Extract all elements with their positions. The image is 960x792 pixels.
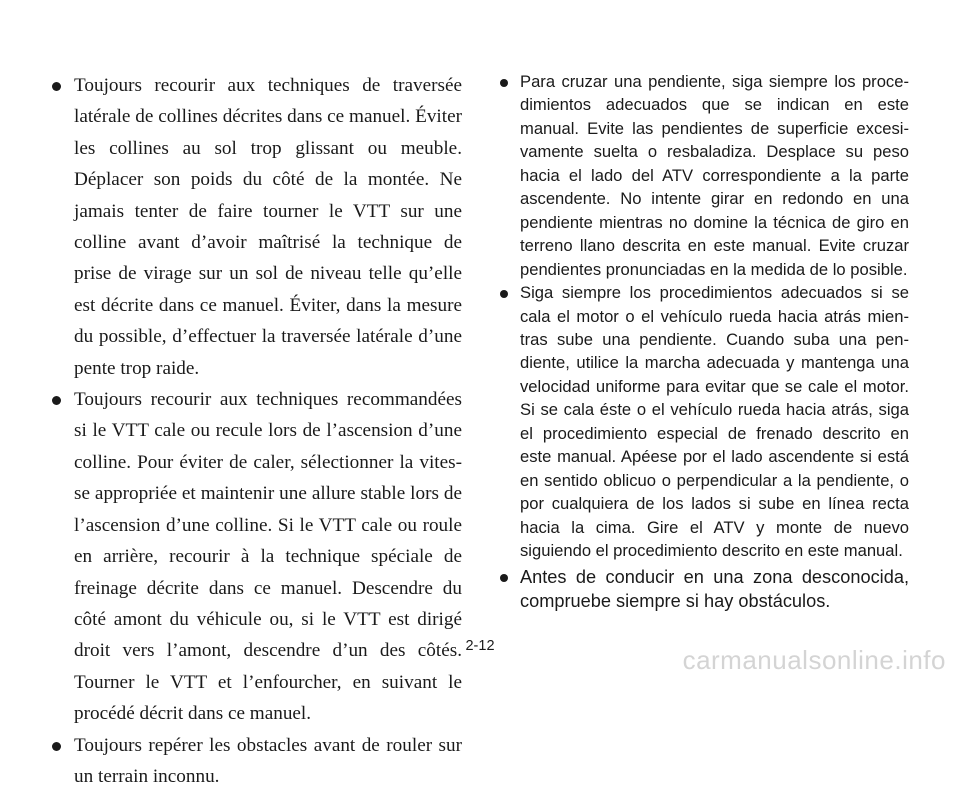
bullet-icon — [52, 70, 66, 101]
french-warning-text: Toujours repérer les obstacles avant de rouler sur un terrain inconnu. — [74, 734, 462, 787]
french-warning-text: Toujours recourir aux techniques recommandées si le VTT cale ou recule lors de l’ascension d’une colline. Pour éviter de caler, sélectionner la vitesse appropriée et maintenir une allure stable lors de l’ascension d’une colline. Si le VTT cale ou roule en arrière, recourir à la technique spéciale de freinage décrite dans ce manuel. Descendre du côté amont du véhicule ou, si le VTT est dirigé droit vers l’amont, descendre d’un des côtés. Tourner le VTT et l’enfourcher, en suivant le procédé décrit dans ce manuel. — [74, 389, 462, 725]
french-warning-item — [52, 70, 462, 384]
french-warning-text: Toujours recourir aux techniques de traversée latérale de collines décrites dans ce manuel. Éviter les collines au sol trop glissant ou meuble. Déplacer son poids du côté de la montée. Ne jamais tenter de faire tourner le VTT sur une colline avant d’avoir maîtrisé la technique de prise de virage sur un sol de niveau telle qu’elle est décrite dans ce manuel. Éviter, dans la mesure du possible, d’effectuer la traversée latérale d’une pente trop raide. — [74, 75, 462, 379]
spanish-column — [500, 70, 909, 614]
spanish-warning-text: Para cruzar una pendiente, siga siempre los procedimientos adecuados que se indican en este manual. Evite las pendientes de superficie excesivamente suelta o resbaladiza. Desplace su peso hacia el lado del ATV correspondiente a la parte ascendente. No intente girar en redondo en una pendiente mientras no domine la técnica de giro en terreno llano descrita en este manual. Evite cruzar pendientes pronunciadas en la medida de lo posible. — [520, 72, 909, 279]
watermark: carmanualsonline.info — [682, 645, 946, 675]
spanish-warning-text: Antes de conducir en una zona desconocida, compruebe siempre si hay obstáculos. — [520, 566, 909, 612]
bullet-icon — [52, 730, 66, 761]
french-warning-item — [52, 730, 462, 792]
bullet-icon — [500, 281, 514, 304]
spanish-warning-item — [500, 70, 909, 281]
spanish-warning-text: Siga siempre los procedimientos adecuados si se cala el motor o el vehículo rueda hacia atrás mientras sube una pendiente. Cuando suba una pendiente, utilice la marcha adecuada y mantenga una velocidad uniforme para evitar que se cale el motor. Si se cala éste o el vehículo rueda hacia atrás, siga el procedimiento especial de frenado descrito en este manual. Apéese por el lado ascendente si está en sentido oblicuo o perpendicular a la pendiente, o por cualquiera de los lados si sube en línea recta hacia la cima. Gire el ATV y monte de nuevo siguiendo el procedimiento descrito en este manual. — [520, 283, 909, 561]
spanish-warning-item — [500, 281, 909, 562]
page-number: 2-12 — [465, 638, 495, 654]
spanish-warning-item — [500, 565, 909, 614]
bullet-icon — [52, 384, 66, 415]
bullet-icon — [500, 565, 514, 590]
french-column — [52, 70, 462, 792]
bullet-icon — [500, 70, 514, 93]
